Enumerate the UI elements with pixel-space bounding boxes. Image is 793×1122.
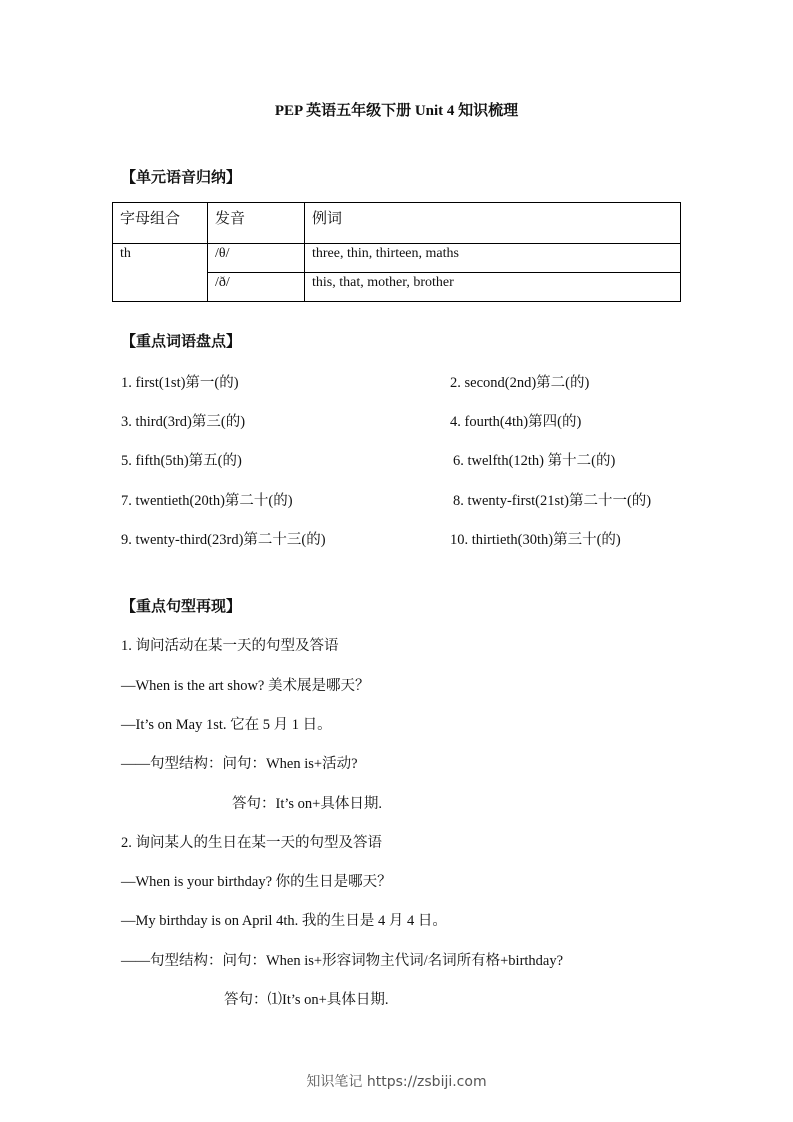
footer-watermark: 知识笔记 https://zsbiji.com (306, 1074, 487, 1090)
page-title: PEP 英语五年级下册 Unit 4 知识梳理 (274, 103, 519, 119)
structure-answer: 答句：⑴It’s on+具体日期. (224, 992, 389, 1008)
header-sound: 发音 (208, 203, 305, 244)
vocab-item: 10. thirtieth(30th)第三十(的) (450, 532, 621, 548)
structure-question: ——句型结构：问句：When is+形容词物主代词/名词所有格+birthday? (121, 953, 564, 969)
cell-letter-combo: th (113, 244, 208, 302)
sentence-answer: —My birthday is on April 4th. 我的生日是 4 月 4 日。 (121, 913, 447, 929)
header-examples: 例词 (305, 203, 681, 244)
cell-sound: /ð/ (208, 273, 305, 302)
vocab-item: 4. fourth(4th)第四(的) (450, 414, 582, 430)
structure-question: ——句型结构：问句：When is+活动? (121, 756, 358, 772)
table-row (113, 244, 681, 273)
vocab-item: 5. fifth(5th)第五(的) (121, 453, 242, 469)
sentence-heading: 2. 询问某人的生日在某一天的句型及答语 (121, 835, 382, 851)
cell-sound: /θ/ (208, 244, 305, 273)
vocab-item: 8. twenty-first(21st)第二十一(的) (453, 493, 652, 509)
sentence-heading: 1. 询问活动在某一天的句型及答语 (121, 638, 339, 654)
vocab-item: 2. second(2nd)第二(的) (450, 375, 590, 391)
cell-examples: this, that, mother, brother (305, 273, 681, 302)
section-heading-vocab: 【重点词语盘点】 (121, 332, 242, 350)
vocab-item: 6. twelfth(12th) 第十二(的) (453, 453, 616, 469)
sentence-question: —When is your birthday? 你的生日是哪天？ (121, 874, 392, 890)
sentence-question: —When is the art show? 美术展是哪天？ (121, 678, 370, 694)
section-heading-sentences: 【重点句型再现】 (121, 597, 242, 615)
vocab-item: 7. twentieth(20th)第二十(的) (121, 493, 293, 509)
section-heading-phonics: 【单元语音归纳】 (121, 168, 242, 186)
vocab-item: 3. third(3rd)第三(的) (121, 414, 246, 430)
cell-examples: three, thin, thirteen, maths (305, 244, 681, 273)
sentence-answer: —It’s on May 1st. 它在 5 月 1 日。 (121, 717, 332, 733)
header-letter-combo: 字母组合 (113, 203, 208, 244)
phonics-table (112, 202, 681, 302)
structure-answer: 答句：It’s on+具体日期. (232, 796, 382, 812)
vocab-item: 1. first(1st)第一(的) (121, 375, 239, 391)
table-header-row (113, 203, 681, 244)
vocab-item: 9. twenty-third(23rd)第二十三(的) (121, 532, 326, 548)
